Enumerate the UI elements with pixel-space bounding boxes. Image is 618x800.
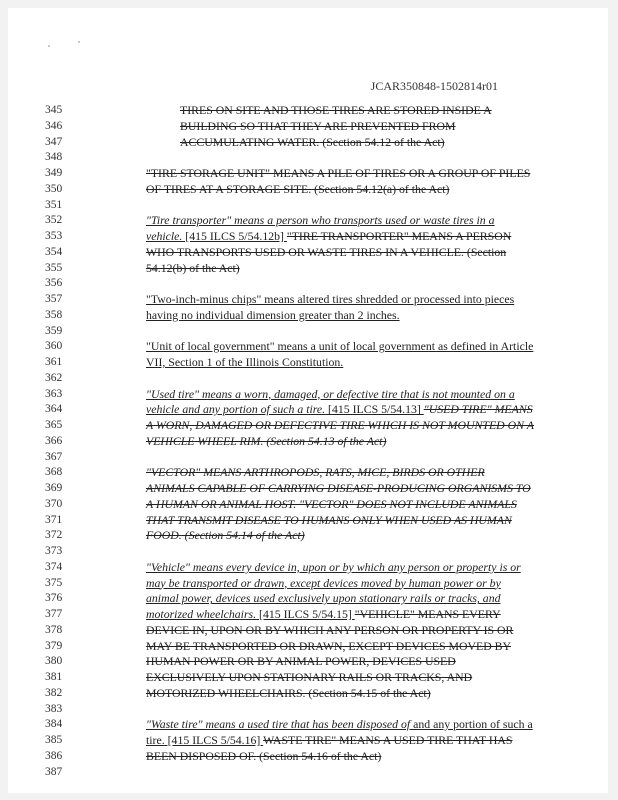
document-line	[8, 371, 608, 386]
document-line	[8, 513, 608, 528]
line-number: 363	[45, 387, 63, 400]
document-line	[8, 103, 608, 118]
line-number: 384	[45, 718, 63, 731]
text-segment: 54.12(b) of the Act)	[146, 260, 240, 275]
text-segment: WASTE TIRE" MEANS A USED TIRE THAT HAS	[263, 733, 513, 747]
line-number: 356	[45, 277, 63, 290]
line-number: 371	[45, 513, 63, 526]
line-number: 367	[45, 450, 63, 463]
line-text	[146, 261, 540, 276]
line-text	[146, 513, 540, 528]
line-number: 376	[45, 592, 63, 605]
text-segment: HUMAN POWER OR BY ANIMAL POWER, DEVICES USED	[146, 654, 456, 669]
document-line	[8, 135, 608, 150]
document-line	[8, 670, 608, 685]
line-text	[146, 623, 540, 638]
document-line	[8, 591, 608, 606]
text-segment: TIRES ON SITE AND THOSE TIRES ARE STORED INSIDE A	[180, 103, 492, 117]
text-segment: WHO TRANSPORTS USED OR WASTE TIRES IN A VEHICLE. (Section	[146, 244, 507, 259]
text-segment: [415 ILCS 5/54.13]	[325, 402, 424, 417]
text-segment: vehicle and any portion of such a tire.	[146, 402, 326, 417]
document-id: JCAR350848-1502814r01	[370, 79, 498, 93]
text-segment: "Tire transporter" means a person who transports used or waste tires in a	[146, 213, 495, 228]
document-line	[8, 292, 608, 307]
text-segment: and any portion of such a	[410, 717, 533, 732]
text-segment: BEEN DISPOSED OF.	[146, 748, 257, 763]
line-number: 362	[45, 371, 63, 384]
document-line	[8, 560, 608, 575]
line-number: 365	[45, 419, 63, 431]
line-text	[146, 245, 540, 260]
line-text	[146, 339, 540, 354]
text-segment: "Vehicle" means every device in, upon or by which any person or property is or	[146, 559, 521, 574]
document-line	[8, 339, 608, 354]
text-segment: OF TIRES AT A STORAGE SITE.	[146, 181, 312, 196]
line-text	[146, 292, 540, 307]
document-line	[8, 717, 608, 732]
text-segment: ANIMALS CAPABLE OF CARRYING DISEASE-PRODUCING ORGANISMS TO	[146, 481, 531, 495]
line-number: 379	[45, 639, 63, 652]
text-segment: ACCUMULATING WATER.	[180, 134, 320, 149]
scan-speck	[78, 41, 80, 43]
line-text	[146, 717, 540, 732]
document-line	[8, 166, 608, 181]
line-number: 364	[45, 403, 63, 416]
document-line	[8, 450, 608, 465]
document-line	[8, 245, 608, 260]
line-text	[146, 213, 540, 228]
text-segment: MAY BE TRANSPORTED OR DRAWN, EXCEPT DEVICES MOVED BY	[146, 638, 512, 653]
text-segment: (Section 54.16 of the Act)	[256, 748, 382, 763]
line-number: 380	[45, 655, 63, 668]
text-segment: "VEHICLE" MEANS EVERY	[354, 607, 501, 621]
text-segment: motorized wheelchairs.	[146, 607, 257, 621]
line-text	[180, 135, 540, 150]
line-number: 346	[45, 119, 63, 132]
line-text	[146, 670, 540, 685]
document-line	[8, 654, 608, 669]
line-number: 385	[45, 734, 63, 746]
line-text	[146, 182, 540, 197]
line-number: 382	[45, 686, 63, 699]
line-text	[146, 607, 540, 622]
line-text	[146, 166, 540, 181]
text-segment: (Section 54.12(a) of the Act)	[311, 181, 450, 196]
line-number: 350	[45, 182, 63, 195]
document-line	[8, 528, 608, 543]
line-number: 375	[45, 576, 63, 589]
line-text	[146, 591, 540, 606]
document-page	[8, 8, 608, 793]
document-line	[8, 150, 608, 165]
document-line	[8, 213, 608, 228]
line-number: 345	[45, 104, 63, 116]
document-line	[8, 702, 608, 717]
line-number: 386	[45, 749, 63, 762]
line-number: 370	[45, 497, 63, 510]
line-text	[146, 229, 540, 244]
text-segment: (Section 54.12 of the Act)	[319, 134, 445, 149]
text-segment: "TIRE TRANSPORTER" MEANS A PERSON	[286, 229, 512, 243]
line-number: 383	[45, 702, 63, 715]
line-text	[146, 749, 540, 764]
line-number: 358	[45, 308, 63, 321]
document-line	[8, 182, 608, 197]
text-segment: animal power, devices used exclusively upon stationary rails or tracks, and	[146, 591, 501, 606]
document-line	[8, 418, 608, 433]
line-number: 361	[45, 356, 63, 368]
line-text	[146, 402, 540, 417]
document-line	[8, 387, 608, 402]
document-line	[8, 198, 608, 213]
text-segment: BUILDING SO THAT THEY ARE PREVENTED FROM	[180, 118, 456, 133]
document-line	[8, 355, 608, 370]
line-text	[146, 733, 540, 748]
document-line	[8, 497, 608, 512]
line-number: 387	[45, 765, 63, 778]
line-number: 357	[45, 293, 63, 305]
line-number: 359	[45, 324, 63, 337]
line-text	[146, 686, 540, 701]
line-text	[146, 481, 540, 496]
line-text	[146, 639, 540, 654]
line-number: 378	[45, 623, 63, 636]
line-number: 354	[45, 245, 63, 258]
line-number: 377	[45, 608, 63, 620]
line-text	[146, 465, 540, 480]
line-number: 355	[45, 261, 63, 274]
text-segment: "TIRE STORAGE UNIT" MEANS A PILE OF TIRES OR A GROUP OF PILES	[146, 166, 531, 180]
line-number: 351	[45, 198, 63, 211]
line-number: 349	[45, 167, 63, 179]
line-number: 372	[45, 529, 63, 542]
document-line	[8, 481, 608, 496]
line-text	[146, 355, 540, 370]
document-line	[8, 765, 608, 780]
line-text	[146, 497, 540, 512]
line-number: 366	[45, 434, 63, 447]
line-number: 374	[45, 560, 63, 573]
line-text	[146, 528, 540, 543]
line-text	[146, 576, 540, 591]
document-line	[8, 276, 608, 291]
document-line	[8, 465, 608, 480]
document-line	[8, 308, 608, 323]
text-segment: "VECTOR" MEANS ARTHROPODS, RATS, MICE, BIRDS OR OTHER	[146, 465, 485, 480]
text-segment: MOTORIZED WHEELCHAIRS.	[146, 685, 306, 700]
text-segment: may be transported or drawn, except devices moved by human power or by	[146, 575, 501, 590]
text-segment: [415 ILCS 5/54.15]	[256, 607, 355, 621]
text-segment: [415 ILCS 5/54.12b]	[182, 229, 287, 243]
document-line	[8, 402, 608, 417]
text-segment: VII, Section 1 of the Illinois Constitution.	[146, 355, 344, 369]
line-number: 353	[45, 230, 63, 242]
text-segment: "Unit of local government" means a unit of local government as defined in Article	[146, 339, 534, 354]
text-segment: (Section 54.14 of the Act)	[181, 528, 305, 543]
text-segment: VEHICLE WHEEL RIM.	[146, 433, 264, 448]
document-line	[8, 733, 608, 748]
text-segment: (Section 54.15 of the Act)	[305, 685, 431, 700]
line-text	[146, 418, 540, 433]
document-line	[8, 686, 608, 701]
document-line	[8, 324, 608, 339]
document-line	[8, 639, 608, 654]
line-number: 360	[45, 340, 63, 353]
text-segment: DEVICE IN, UPON OR BY WHICH ANY PERSON OR PROPERTY IS OR	[146, 622, 514, 637]
text-segment: vehicle.	[146, 229, 183, 243]
line-text	[146, 308, 540, 323]
line-number: 369	[45, 482, 63, 494]
document-line	[8, 749, 608, 764]
document-line	[8, 576, 608, 591]
scan-speck	[48, 45, 50, 47]
text-segment: tire.	[146, 733, 165, 747]
text-segment: having no individual dimension greater than 2 inches.	[146, 307, 400, 322]
text-segment: THAT TRANSMIT DISEASE TO HUMANS ONLY WHEN USED AS HUMAN	[146, 512, 512, 527]
line-number: 368	[45, 466, 63, 479]
document-line	[8, 229, 608, 244]
line-text	[180, 119, 540, 134]
text-segment: FOOD.	[146, 528, 182, 543]
line-number: 347	[45, 135, 63, 148]
document-line	[8, 544, 608, 559]
line-number: 352	[45, 214, 63, 227]
line-text	[146, 560, 540, 575]
document-line	[8, 261, 608, 276]
text-segment: "Waste tire" means a used tire that has been disposed of	[146, 717, 411, 732]
line-text	[146, 387, 540, 402]
line-number: 348	[45, 151, 63, 164]
text-segment: [415 ILCS 5/54.16]	[164, 733, 264, 747]
document-line	[8, 434, 608, 449]
text-segment: A WORN, DAMAGED OR DEFECTIVE TIRE WHICH IS NOT MOUNTED ON A	[146, 418, 534, 432]
line-text	[180, 103, 540, 118]
text-segment: EXCLUSIVELY UPON STATIONARY RAILS OR TRACKS, AND	[146, 670, 473, 684]
text-segment: "USED TIRE" MEANS	[423, 402, 533, 417]
document-line	[8, 607, 608, 622]
document-line	[8, 119, 608, 134]
text-segment: "Two-inch-minus chips" means altered tires shredded or processed into pieces	[146, 292, 515, 306]
document-line	[8, 623, 608, 638]
text-segment: (Section 54.13 of the Act)	[263, 433, 387, 448]
line-text	[146, 434, 540, 449]
line-text	[146, 654, 540, 669]
line-number: 381	[45, 671, 63, 683]
line-number: 373	[45, 545, 63, 557]
text-segment: A HUMAN OR ANIMAL HOST. "VECTOR" DOES NOT INCLUDE ANIMALS	[146, 496, 517, 511]
text-segment: "Used tire" means a worn, damaged, or defective tire that is not mounted on a	[146, 386, 515, 401]
